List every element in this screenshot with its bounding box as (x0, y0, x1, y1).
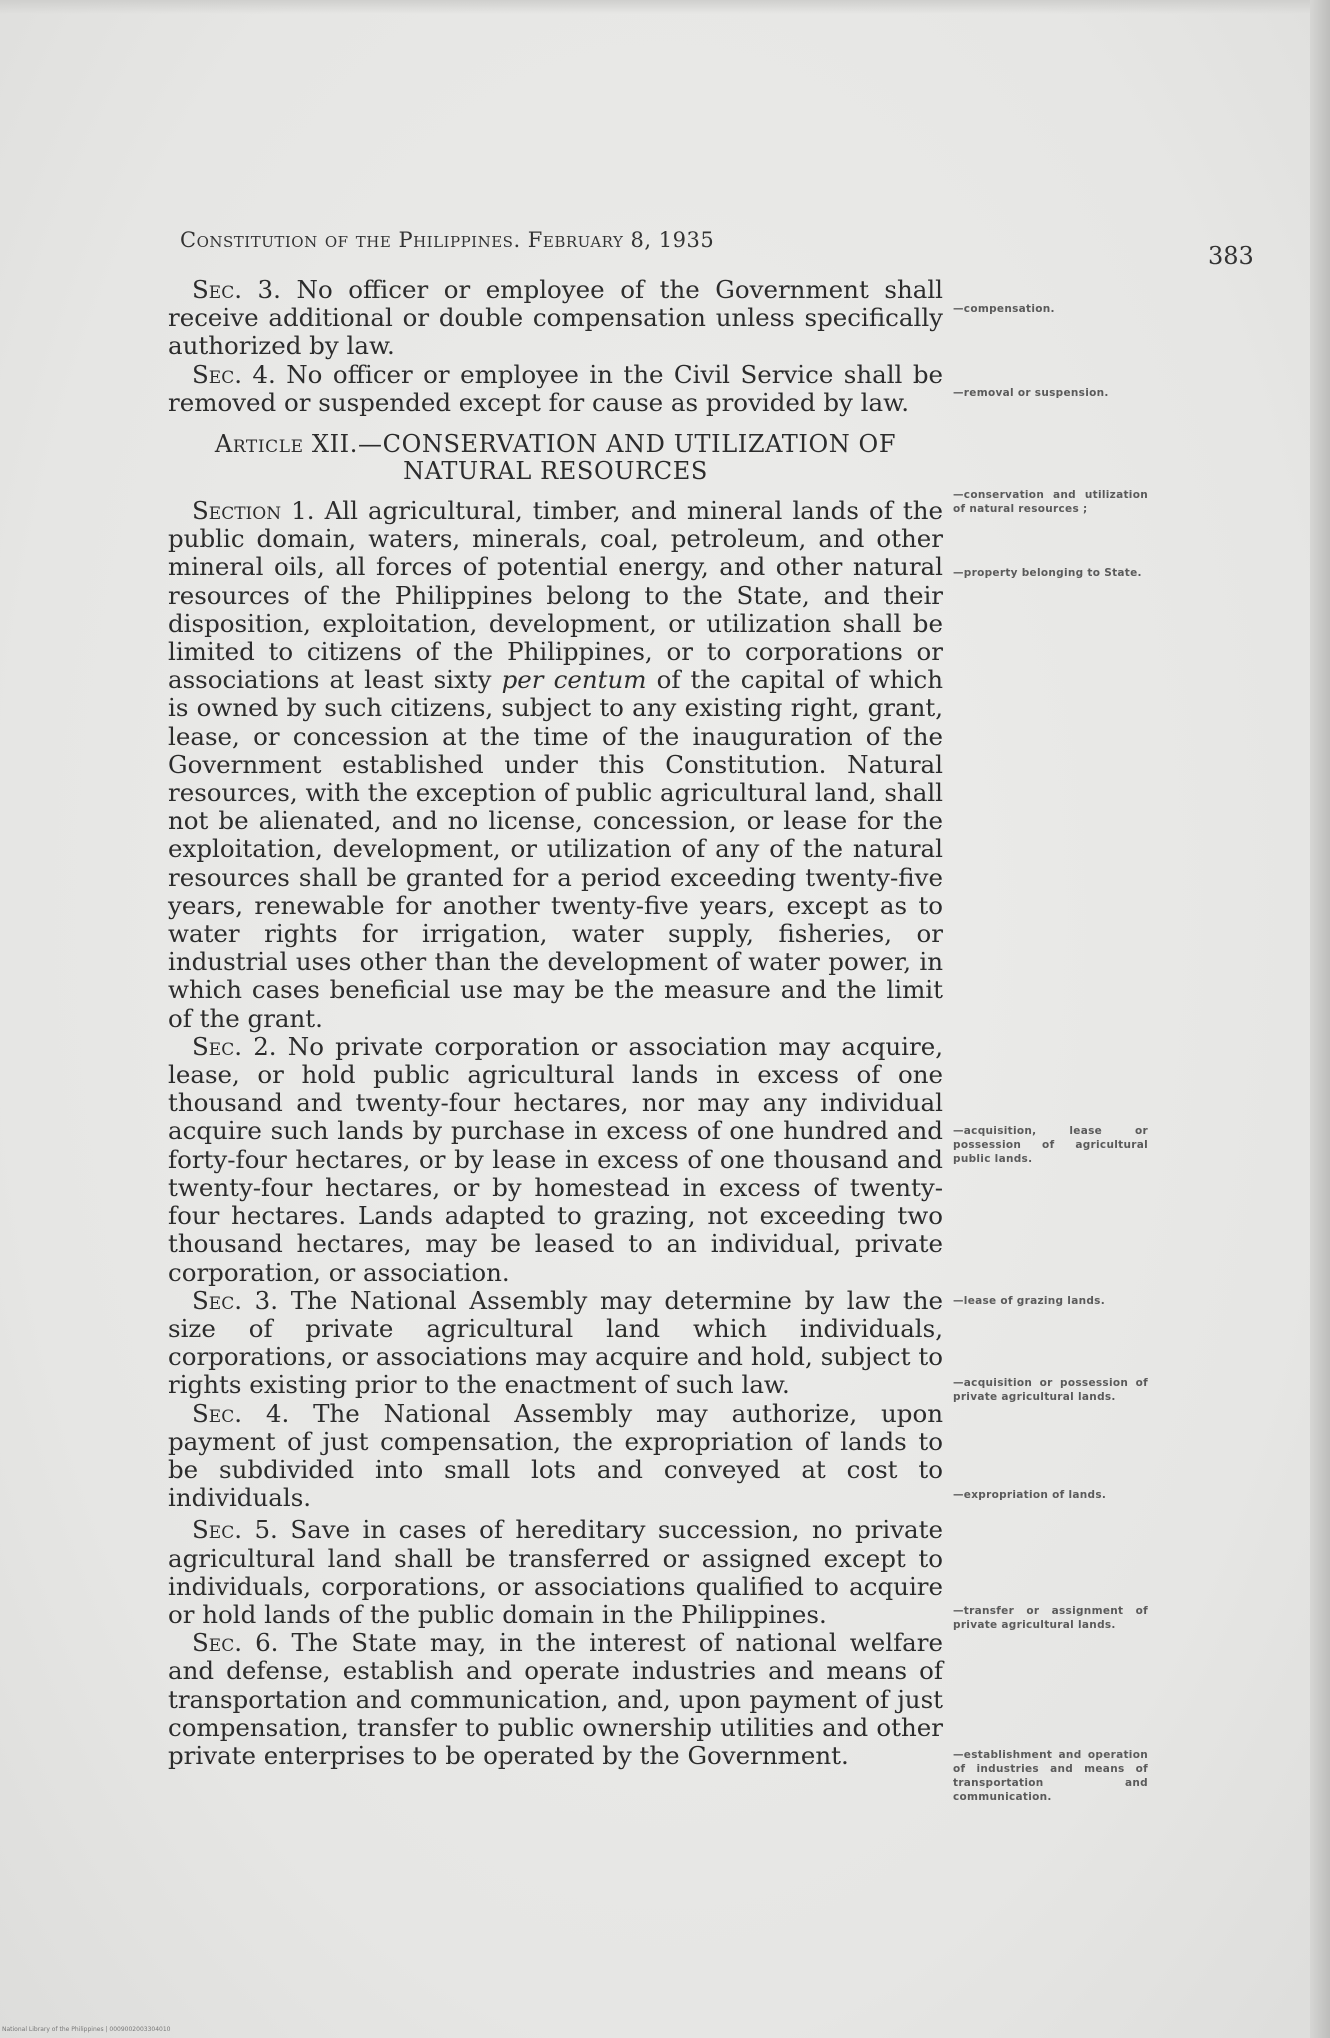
article-heading (168, 431, 943, 485)
section-text: No private corporation or association may acquire, lease, or hold public agricultural lands in excess of one thousand and twenty-four hectares, nor may any individual acquire such lands by purchase in excess of one hundred and forty-four hectares, or by lease in excess of one thousand and twenty-four hectares, or by homestead in excess of twenty-four hectares. Lands adapted to grazing, not exceeding two thousand hectares, may be leased to an individual, private corporation, or association. (168, 1031, 944, 1287)
paragraph-sec-6 (168, 1629, 943, 1770)
section-lead: Sec. 4. (192, 359, 276, 389)
running-head: Constitution of the Philippines. February 8, 1935 (180, 228, 715, 252)
article-label: Article XII. (214, 430, 358, 459)
section-lead: Sec. 6. (192, 1628, 279, 1658)
section-text: The National Assembly may determine by law the size of private agricultural land which individuals, corporations, or associations may acquire and hold, subject to rights existing prior to the enactment of such law. (168, 1285, 944, 1400)
section-text: No officer or employee of the Government shall receive additional or double compensation unless specifically authorized by law. (168, 275, 943, 361)
margin-note-expropriation: —expropriation of lands. (953, 1489, 1107, 1501)
margin-note-acquisition-public: —acquisition, lease or possession of agricultural public lands. (953, 1125, 1148, 1165)
section-text: The National Assembly may authorize, upon payment of just compensation, the expropriation of lands to be subdivided into small lots and conveyed at cost to individuals. (168, 1398, 944, 1513)
margin-note-conservation: —conservation and utilization of natural resources ; (953, 489, 1148, 515)
paragraph-section-1 (168, 497, 943, 1033)
page-number: 383 (1208, 242, 1254, 270)
paragraph-sec-3 (168, 1287, 943, 1400)
section-text: No officer or employee in the Civil Service shall be removed or suspended except for cause as provided by law. (168, 359, 944, 417)
margin-note-property: —property belonging to State. (953, 567, 1142, 579)
section-text-part-a: All agricultural, timber, and mineral lands of the public domain, waters, minerals, coal, petroleum, and other mineral oils, all forces of potential energy, and other natural resources of the Philippines belong to the State, and their disposition, exploitation, development, or utilization shall be limited to citizens of the Philippines, or to corporations or associations at least sixty (168, 496, 943, 695)
section-text-part-b: of the capital of which is owned by such citizens, subject to any existing right, grant, lease, or concession at the time of the inauguration of the Government established under this Constitution. Natural resources, with the exception of public agricultural land, shall not be alienated, and no license, concession, or lease for the exploitation, development, or utilization of any of the natural resources shall be granted for a period exceeding twenty-five years, renewable for another twenty-five years, except as to water rights for irrigation, water supply, fisheries, or industrial uses other than the development of water power, in which cases beneficial use may be the measure and the limit of the grant. (168, 665, 943, 1033)
main-text-column (168, 276, 943, 1770)
scan-footer: National Library of the Philippines | 0009002003304010 (2, 2026, 171, 2033)
margin-note-removal: —removal or suspension. (953, 387, 1109, 399)
paragraph-sec-2 (168, 1033, 943, 1287)
italic-phrase: per centum (501, 665, 647, 695)
paragraph-sec-5 (168, 1516, 943, 1629)
paragraph-sec-4-civil-service (168, 361, 943, 417)
margin-note-grazing: —lease of grazing lands. (953, 1295, 1106, 1307)
margin-note-compensation: —compensation. (953, 303, 1055, 315)
section-lead: Sec. 3. (192, 1285, 279, 1315)
section-lead: Section 1. (192, 496, 315, 526)
section-lead: Sec. 3. (192, 275, 281, 304)
section-text: Save in cases of hereditary succession, no private agricultural land shall be transferred or assigned except to individuals, corporations, or associations qualified to acquire or hold lands of the public domain in the Philippines. (168, 1515, 943, 1629)
paragraph-sec-3-civil-service (168, 276, 943, 361)
section-lead: Sec. 4. (192, 1398, 290, 1428)
paragraph-sec-4 (168, 1400, 943, 1513)
margin-note-acquisition-private: —acquisition or possession of private agricultural lands. (953, 1377, 1148, 1403)
page-top-edge (0, 0, 1330, 14)
article-title-line2: NATURAL RESOURCES (403, 457, 708, 486)
article-title-line1: —CONSERVATION AND UTILIZATION OF (358, 430, 897, 459)
section-lead: Sec. 2. (192, 1031, 277, 1061)
margin-note-establishment: —establishment and operation of industries and means of transportation and communication. (953, 1749, 1148, 1803)
margin-note-transfer: —transfer or assignment of private agricultural lands. (953, 1605, 1148, 1631)
page-right-edge (1310, 0, 1330, 2038)
section-text: The State may, in the interest of national welfare and defense, establish and operate industries and means of transportation and communication, and, upon payment of just compensation, transfer to public ownership utilities and other private enterprises to be operated by the Government. (168, 1628, 943, 1770)
section-lead: Sec. 5. (192, 1515, 278, 1545)
